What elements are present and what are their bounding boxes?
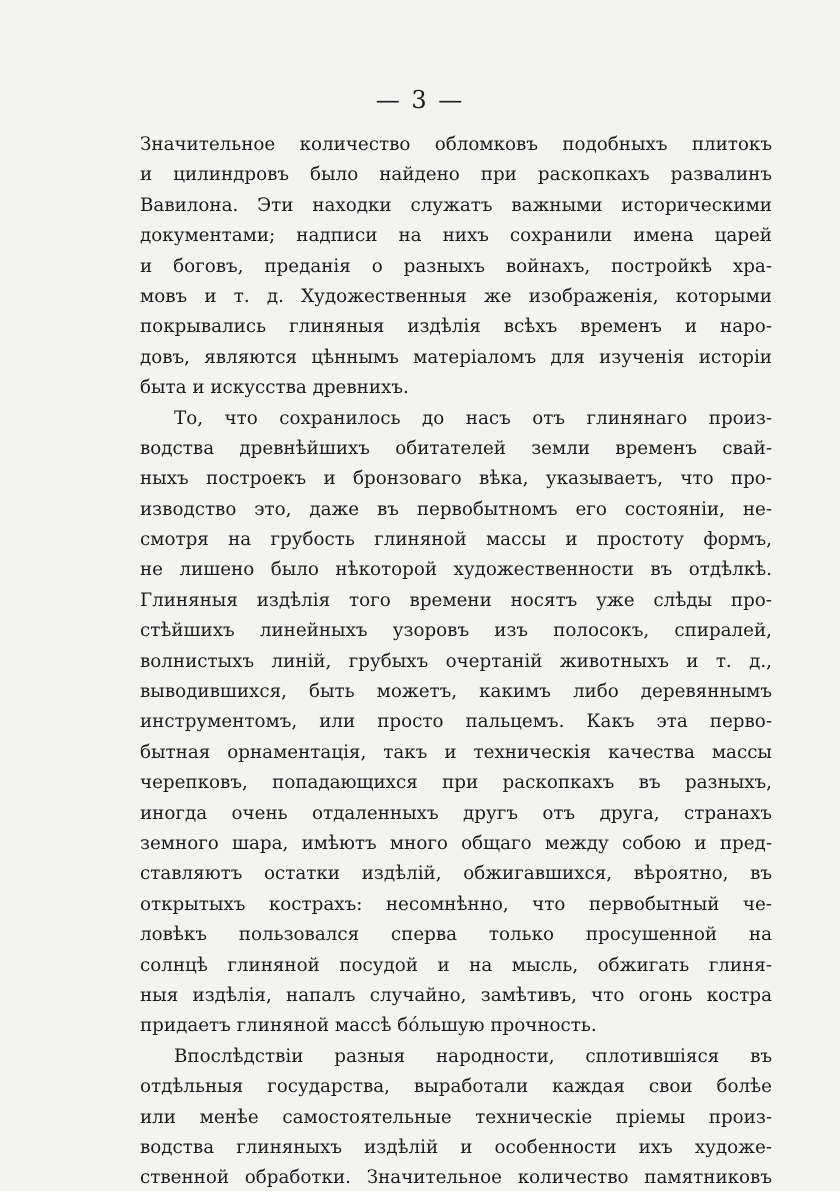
text-line: волнистыхъ линій, грубыхъ очертаній животныхъ и т. д., xyxy=(140,650,772,672)
text-line: Вавилона. Эти находки служатъ важными историческими xyxy=(140,194,772,216)
text-line: выводившихся, быть можетъ, какимъ либо деревяннымъ xyxy=(140,681,772,703)
text-line: инструментомъ, или просто пальцемъ. Какъ эта перво- xyxy=(140,711,772,733)
text-line: смотря на грубость глиняной массы и простоту формъ, xyxy=(140,529,772,551)
page-number: — 3 — xyxy=(375,86,465,114)
text-line: стѣйшихъ линейныхъ узоровъ изъ полосокъ, спиралей, xyxy=(140,620,772,642)
text-line: открытыхъ кострахъ: несомнѣнно, что первобытный че- xyxy=(140,893,772,915)
text-line: или менѣе самостоятельные техническіе пріемы произ- xyxy=(140,1106,772,1128)
text-line: ловѣкъ пользовался сперва только просушенной на xyxy=(140,924,772,946)
text-line: черепковъ, попадающихся при раскопкахъ въ разныхъ, xyxy=(140,772,772,794)
paragraph-3 xyxy=(140,1042,772,1194)
text-line: водства глиняныхъ издѣлій и особенности ихъ художе- xyxy=(140,1136,772,1158)
text-line: мовъ и т. д. Художественныя же изображенія, которыми xyxy=(140,285,772,307)
text-line: изводство это, даже въ первобытномъ его состояніи, не- xyxy=(140,498,772,520)
text-line: и боговъ, преданія о разныхъ войнахъ, постройкѣ хра- xyxy=(140,255,772,277)
text-line: ставляютъ остатки издѣлій, обжигавшихся, вѣроятно, въ xyxy=(140,863,772,885)
text-line: То, что сохранилось до насъ отъ глинянаго произ- xyxy=(174,407,772,429)
body-text xyxy=(140,130,772,1194)
text-line: довъ, являются цѣннымъ матеріаломъ для изученія исторіи xyxy=(140,346,772,368)
text-line: покрывались глиняныя издѣлія всѣхъ временъ и наро- xyxy=(140,316,772,338)
text-line: и цилиндровъ было найдено при раскопкахъ развалинъ xyxy=(140,164,772,186)
paragraph-2 xyxy=(140,404,772,1042)
text-line: Впослѣдствіи разныя народности, сплотившіяся въ xyxy=(174,1045,772,1067)
text-line: земного шара, имѣютъ много общаго между собою и пред- xyxy=(140,832,772,854)
text-line: солнцѣ глиняной посудой и на мысль, обжигать глиня- xyxy=(140,954,772,976)
text-line: ныя издѣлія, напалъ случайно, замѣтивъ, что огонь костра xyxy=(140,984,772,1006)
text-line: не лишено было нѣкоторой художественности въ отдѣлкѣ. xyxy=(140,559,772,581)
text-line: быта и искусства древнихъ. xyxy=(140,377,409,399)
paragraph-1 xyxy=(140,130,772,404)
text-line: ственной обработки. Значительное количество памятниковъ xyxy=(140,1167,772,1189)
text-line: ныхъ построекъ и бронзоваго вѣка, указываетъ, что про- xyxy=(140,468,772,490)
text-line: Глиняныя издѣлія того времени носятъ уже слѣды про- xyxy=(140,589,772,611)
text-line: придаетъ глиняной массѣ бо́льшую прочность. xyxy=(140,1015,597,1037)
text-line: иногда очень отдаленныхъ другъ отъ друга, странахъ xyxy=(140,802,772,824)
text-line: Значительное количество обломковъ подобныхъ плитокъ xyxy=(140,134,772,155)
text-line: документами; надписи на нихъ сохранили имена царей xyxy=(140,225,772,247)
text-line: отдѣльныя государства, выработали каждая свои болѣе xyxy=(140,1076,772,1098)
text-line: бытная орнаментація, такъ и техническія качества массы xyxy=(140,741,772,763)
text-line: водства древнѣйшихъ обитателей земли временъ свай- xyxy=(140,437,772,459)
